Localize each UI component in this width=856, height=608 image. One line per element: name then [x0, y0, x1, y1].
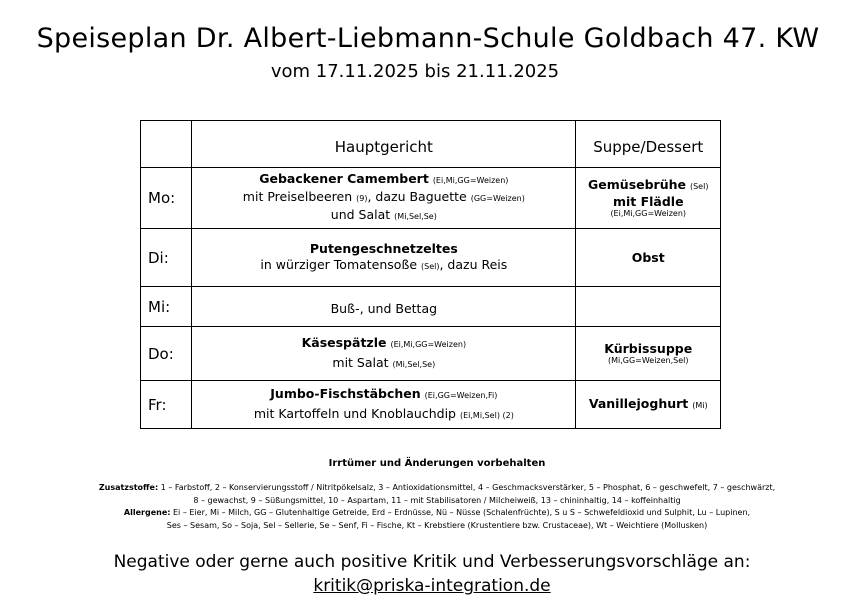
dish-name: Jumbo-Fischstäbchen	[270, 385, 421, 401]
dessert-name: Obst	[631, 250, 665, 265]
soup-text: mit Flädle	[612, 194, 684, 209]
side-dish-cell	[576, 381, 721, 429]
table-row	[141, 381, 721, 429]
main-dish-cell	[192, 168, 576, 229]
dessert-name: Vanillejoghurt	[588, 396, 689, 411]
additives-label: Zusatzstoffe:	[98, 483, 159, 492]
allergen-note: (Sel)	[689, 182, 709, 191]
allergen-note: (Mi,Sel,Se)	[394, 212, 437, 221]
dish-text: und Salat	[330, 207, 391, 222]
allergen-note: (Ei,GG=Weizen,Fi)	[424, 390, 498, 400]
allergen-note: (Ei,Mi,Sel) (2)	[459, 410, 514, 420]
dish-text: in würziger Tomatensoße	[260, 256, 418, 272]
main-dish-cell	[192, 229, 576, 287]
feedback-text: Negative oder gerne auch positive Kritik und Verbesserungsvorschläge an:	[113, 552, 751, 572]
header-soup-dessert: Suppe/Dessert	[576, 121, 721, 168]
dish-name: Käsespätzle	[301, 334, 387, 350]
allergen-note: (9)	[356, 194, 368, 203]
footnotes	[0, 482, 856, 532]
dish-name: Putengeschnetzeltes	[309, 240, 458, 256]
dish-text: , dazu Baguette	[367, 189, 467, 204]
side-dish-cell	[576, 327, 721, 381]
day-label: Mo:	[141, 168, 192, 229]
soup-name: Kürbissuppe	[604, 341, 693, 356]
main-dish-cell	[192, 381, 576, 429]
dish-text: mit Kartoffeln und Knoblauchdip	[253, 405, 456, 421]
allergen-note: (Ei,Mi,GG=Weizen)	[610, 209, 687, 218]
day-label: Di:	[141, 229, 192, 287]
dish-name: Gebackener Camembert	[259, 171, 429, 186]
disclaimer: Irrtümer und Änderungen vorbehalten	[328, 458, 546, 469]
header-main-dish: Hauptgericht	[192, 121, 576, 168]
allergen-note: (Mi,Sel,Se)	[392, 359, 436, 369]
dish-text: , dazu Reis	[439, 256, 508, 272]
dish-text: Buß-, und Bettag	[330, 300, 438, 316]
header-row	[141, 121, 721, 168]
allergen-note: (Mi)	[692, 401, 708, 410]
additives-text: 8 – gewachst, 9 – Süßungsmittel, 10 – Aspartam, 11 – mit Stabilisatoren / Milcheiweiß, 13 – chininhaltig, 14 – koffeinhaltig	[193, 495, 681, 505]
dish-text: mit Salat	[332, 354, 389, 370]
allergens-text: Ei – Eier, Mi – Milch, GG – Glutenhaltige Getreide, Erd – Erdnüsse, Nü – Nüsse (Schalenfrüchte), S u S – Schwefeldioxid und Sulphit, Lu – Lupinen,	[173, 508, 751, 517]
table-row	[141, 287, 721, 327]
allergen-note: (Ei,Mi,GG=Weizen)	[390, 339, 467, 349]
allergen-note: (Sel)	[421, 261, 440, 271]
allergen-note: (Mi,GG=Weizen,Sel)	[607, 356, 689, 365]
side-dish-cell	[576, 229, 721, 287]
main-dish-cell	[192, 287, 576, 327]
allergen-note: (GG=Weizen)	[470, 194, 525, 203]
additives-text: 1 – Farbstoff, 2 – Konservierungsstoff / Nitritpökelsalz, 3 – Antioxidationsmittel, 4 – Geschmacksverstärker, 5 – Phosphat, 6 – geschwefelt, 7 – geschwärzt,	[160, 483, 776, 492]
soup-name: Gemüsebrühe	[588, 177, 686, 192]
date-range: vom 17.11.2025 bis 21.11.2025	[270, 61, 560, 82]
allergens-text: Ses – Sesam, So – Soja, Sel – Sellerie, Se – Senf, Fi – Fische, Kt – Krebstiere (Krustentiere bzw. Crustaceae), Wt – Weichtiere (Mollusken)	[166, 520, 708, 530]
main-dish-cell	[192, 327, 576, 381]
day-label: Mi:	[141, 287, 192, 327]
dish-text: mit Preiselbeeren	[242, 189, 353, 204]
day-label: Do:	[141, 327, 192, 381]
feedback-email-link[interactable]: kritik@priska-integration.de	[313, 576, 551, 596]
table-row	[141, 229, 721, 287]
table-row	[141, 168, 721, 229]
side-dish-cell	[576, 287, 721, 327]
side-dish-cell	[576, 168, 721, 229]
page-title: Speiseplan Dr. Albert-Liebmann-Schule Goldbach 47. KW	[36, 23, 820, 54]
header-day	[141, 121, 192, 168]
allergen-note: (Ei,Mi,GG=Weizen)	[432, 176, 509, 185]
allergens-label: Allergene:	[123, 508, 171, 517]
menu-table	[140, 120, 721, 429]
day-label: Fr:	[141, 381, 192, 429]
feedback-section	[0, 550, 856, 598]
table-row	[141, 327, 721, 381]
